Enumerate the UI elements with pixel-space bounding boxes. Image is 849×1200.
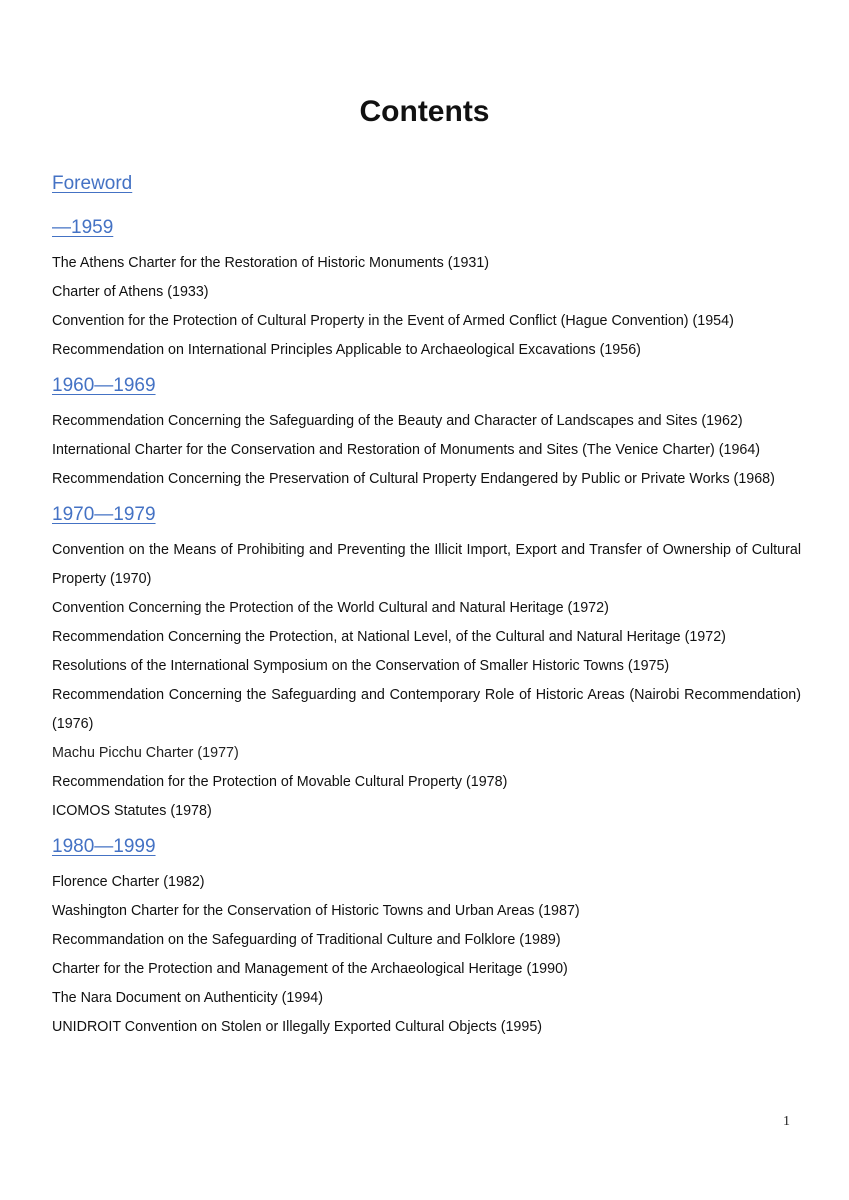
page-number: 1 (783, 1114, 790, 1129)
page-title: Contents (359, 95, 490, 128)
section-foreword (52, 171, 801, 197)
toc-entry[interactable]: Florence Charter (1982) (52, 874, 205, 890)
toc-entry[interactable]: The Nara Document on Authenticity (1994) (52, 990, 323, 1006)
toc-entry[interactable]: The Athens Charter for the Restoration of Historic Monuments (1931) (52, 255, 490, 271)
entry-list (52, 536, 801, 826)
entry-list (52, 868, 801, 1042)
section-1980-1999 (52, 834, 801, 1042)
toc-entry[interactable]: Recommendation Concerning the Protection, at National Level, of the Cultural and Natural Heritage (1972) (52, 629, 726, 645)
toc-entry[interactable]: Recommendation on International Principles Applicable to Archaeological Excavations (1956) (52, 342, 641, 358)
toc-entry[interactable]: Recommendation Concerning the Safeguarding and Contemporary Role of Historic Areas (Nairobi Recommendation) (1976) (52, 687, 801, 732)
toc-entry[interactable]: Machu Picchu Charter (1977) (52, 745, 239, 761)
toc-entry[interactable]: Recommandation on the Safeguarding of Traditional Culture and Folklore (1989) (52, 932, 561, 948)
toc-entry[interactable]: Convention on the Means of Prohibiting and Preventing the Illicit Import, Export and Transfer of Ownership of Cultural Property (1970) (52, 542, 801, 587)
entry-list (52, 407, 801, 494)
toc-entry[interactable]: Washington Charter for the Conservation of Historic Towns and Urban Areas (1987) (52, 903, 580, 919)
section-heading-link[interactable]: 1970—1979 (52, 504, 156, 525)
toc-entry[interactable]: UNIDROIT Convention on Stolen or Illegally Exported Cultural Objects (1995) (52, 1019, 543, 1035)
toc-entry[interactable]: ICOMOS Statutes (1978) (52, 803, 212, 819)
section-heading-link[interactable]: 1960—1969 (52, 375, 156, 396)
toc-entry[interactable]: Convention for the Protection of Cultural Property in the Event of Armed Conflict (Hague Convention) (1954) (52, 313, 734, 329)
section-heading-link[interactable]: Foreword (52, 173, 133, 194)
section-heading-link[interactable]: —1959 (52, 217, 114, 238)
toc-entry[interactable]: Convention Concerning the Protection of the World Cultural and Natural Heritage (1972) (52, 600, 609, 616)
section-1960-1969 (52, 373, 801, 494)
section-to-1959 (52, 215, 801, 365)
toc-entry[interactable]: Recommendation Concerning the Safeguarding of the Beauty and Character of Landscapes and Sites (1962) (52, 413, 743, 429)
toc-entry[interactable]: International Charter for the Conservation and Restoration of Monuments and Sites (The Venice Charter) (1964) (52, 442, 761, 458)
table-of-contents (52, 171, 801, 1050)
toc-entry[interactable]: Resolutions of the International Symposium on the Conservation of Smaller Historic Towns (1975) (52, 658, 670, 674)
toc-entry[interactable]: Charter of Athens (1933) (52, 284, 209, 300)
section-1970-1979 (52, 502, 801, 826)
toc-entry[interactable]: Recommendation Concerning the Preservation of Cultural Property Endangered by Public or Private Works (1968) (52, 471, 775, 487)
entry-list (52, 249, 801, 365)
toc-entry[interactable]: Charter for the Protection and Management of the Archaeological Heritage (1990) (52, 961, 568, 977)
toc-entry[interactable]: Recommendation for the Protection of Movable Cultural Property (1978) (52, 774, 508, 790)
section-heading-link[interactable]: 1980—1999 (52, 836, 156, 857)
